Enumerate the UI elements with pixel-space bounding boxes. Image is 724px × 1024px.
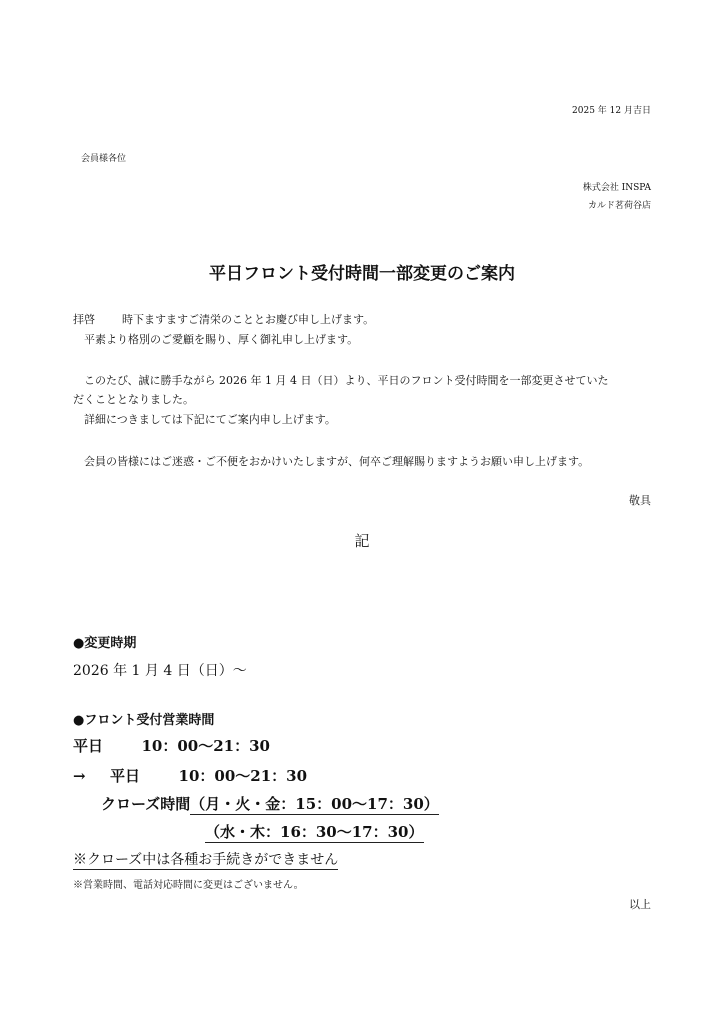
keigu: 敬具 xyxy=(629,494,651,507)
old-weekday-label: 平日 xyxy=(73,737,104,755)
closing-ijo: 以上 xyxy=(629,898,651,911)
change-period-heading: ●変更時期 xyxy=(73,636,137,651)
greeting-text: 時下ますますご清栄のこととお慶び申し上げます。 xyxy=(122,313,375,326)
close-note xyxy=(73,849,338,869)
hours-heading: ●フロント受付営業時間 xyxy=(73,713,215,728)
hours-note: ※営業時間、電話対応時間に変更はございません。 xyxy=(73,880,304,891)
new-hours-line xyxy=(73,765,307,786)
body-line-4: だくこととなりました。 xyxy=(73,393,194,406)
branch-name: カルド茗荷谷店 xyxy=(587,201,651,211)
close-time-wed-thu: （水・木：16：30～17：30） xyxy=(205,823,424,841)
close-time-line-1 xyxy=(101,793,439,814)
close-time-mon-tue-fri: （月・火・金：15：00～17：30） xyxy=(190,795,439,813)
body-line-2: 平素より格別のご愛顧を賜り、厚く御礼申し上げます。 xyxy=(84,333,359,346)
page-title: 平日フロント受付時間一部変更のご案内 xyxy=(209,264,515,284)
body-line-3: このたび、誠に勝手ながら 2026 年 1 月 4 日（日）より、平日のフロント受付時間を一部変更させていた xyxy=(84,374,609,387)
sender-block xyxy=(583,179,651,215)
old-hours: 10：00～21：30 xyxy=(141,737,270,755)
close-time-label: クローズ時間 xyxy=(101,795,191,813)
greeting-label: 拝啓 xyxy=(73,313,95,326)
new-weekday-label: 平日 xyxy=(110,767,141,785)
close-time-line-2 xyxy=(205,821,424,842)
ki-heading: 記 xyxy=(354,532,370,550)
document-date: 2025 年 12 月吉日 xyxy=(572,106,651,116)
arrow-icon: → xyxy=(73,767,86,785)
addressee: 会員様各位 xyxy=(81,154,127,164)
old-hours-line xyxy=(73,735,270,756)
company-name: 株式会社 INSPA xyxy=(582,183,651,193)
new-hours: 10：00～21：30 xyxy=(178,767,308,785)
body-line-6: 会員の皆様にはご迷惑・ご不便をおかけいたしますが、何卒ご理解賜りますようお願い申し上げます。 xyxy=(84,455,590,468)
close-note-text: ※クローズ中は各種お手続きができません xyxy=(73,852,339,868)
change-period-value: 2026 年 1 月 4 日（日）～ xyxy=(73,663,247,679)
body-line-5: 詳細につきましては下記にてご案内申し上げます。 xyxy=(84,413,336,426)
greeting-line xyxy=(73,311,374,327)
